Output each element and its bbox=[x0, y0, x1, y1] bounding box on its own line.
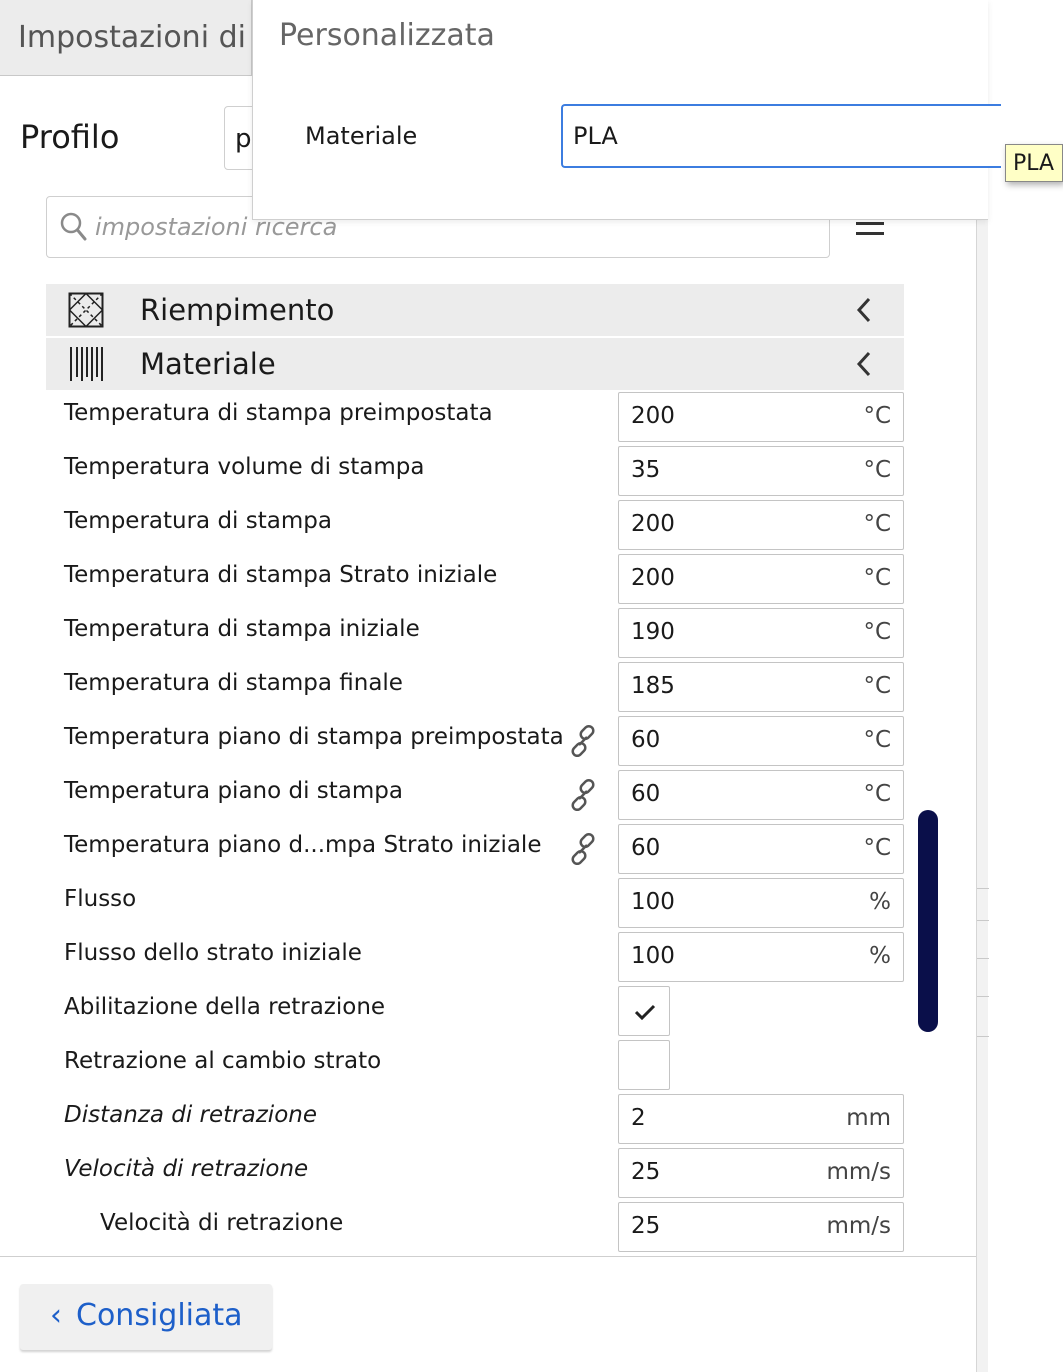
setting-label: Temperatura di stampa Strato iniziale bbox=[64, 562, 498, 588]
setting-row bbox=[0, 1146, 910, 1200]
setting-value: 60 bbox=[631, 781, 661, 807]
setting-unit: mm bbox=[846, 1105, 891, 1131]
setting-input[interactable] bbox=[618, 554, 904, 604]
setting-input[interactable] bbox=[618, 878, 904, 928]
footer-divider bbox=[0, 1256, 976, 1257]
right-panel-edge bbox=[976, 220, 988, 1372]
setting-input[interactable] bbox=[618, 500, 904, 550]
setting-value: 200 bbox=[631, 565, 675, 591]
profile-dropdown bbox=[252, 0, 1055, 220]
setting-unit: °C bbox=[863, 781, 891, 807]
setting-value: 60 bbox=[631, 835, 661, 861]
setting-unit: mm/s bbox=[826, 1159, 891, 1185]
setting-unit: °C bbox=[863, 673, 891, 699]
setting-row bbox=[0, 606, 910, 660]
setting-row bbox=[0, 984, 910, 1038]
setting-label: Temperatura di stampa bbox=[64, 508, 332, 534]
setting-label: Flusso dello strato iniziale bbox=[64, 940, 362, 966]
setting-unit: % bbox=[869, 943, 891, 969]
setting-value: 100 bbox=[631, 889, 675, 915]
chevron-left-icon: ‹ bbox=[50, 1298, 62, 1333]
setting-row bbox=[0, 768, 910, 822]
setting-unit: % bbox=[869, 889, 891, 915]
material-field[interactable]: PLA bbox=[561, 104, 1001, 168]
link-icon[interactable] bbox=[568, 726, 598, 756]
back-button-label: Consigliata bbox=[76, 1298, 243, 1333]
category-label: Materiale bbox=[140, 347, 276, 381]
profile-select[interactable]: p bbox=[224, 106, 264, 170]
setting-value: 25 bbox=[631, 1213, 661, 1239]
setting-input[interactable] bbox=[618, 716, 904, 766]
material-tooltip: PLA bbox=[1005, 144, 1063, 182]
setting-input[interactable] bbox=[618, 446, 904, 496]
settings-menu-icon[interactable] bbox=[856, 222, 886, 238]
tab-settings[interactable]: Impostazioni di bbox=[0, 0, 252, 76]
setting-row bbox=[0, 822, 910, 876]
setting-label: Temperatura di stampa preimpostata bbox=[64, 400, 493, 426]
setting-label: Distanza di retrazione bbox=[64, 1102, 317, 1128]
setting-value: 185 bbox=[631, 673, 675, 699]
setting-input[interactable] bbox=[618, 1148, 904, 1198]
category-infill[interactable] bbox=[46, 284, 904, 336]
setting-label: Temperatura piano di stampa preimpostata bbox=[64, 724, 564, 750]
link-icon[interactable] bbox=[568, 834, 598, 864]
setting-label: Temperatura di stampa iniziale bbox=[64, 616, 420, 642]
setting-row bbox=[0, 390, 910, 444]
retraction-enable-checkbox[interactable] bbox=[618, 986, 670, 1036]
setting-unit: mm/s bbox=[826, 1213, 891, 1239]
setting-value: 60 bbox=[631, 727, 661, 753]
setting-row bbox=[0, 1200, 910, 1254]
link-icon[interactable] bbox=[568, 780, 598, 810]
checkmark-icon bbox=[633, 1001, 657, 1023]
setting-label: Abilitazione della retrazione bbox=[64, 994, 386, 1020]
chevron-left-icon[interactable] bbox=[854, 296, 874, 324]
setting-label: Velocità di retrazione bbox=[64, 1156, 309, 1182]
setting-input[interactable] bbox=[618, 662, 904, 712]
material-icon bbox=[68, 346, 104, 382]
setting-row bbox=[0, 876, 910, 930]
setting-unit: °C bbox=[863, 835, 891, 861]
setting-unit: °C bbox=[863, 403, 891, 429]
setting-input[interactable] bbox=[618, 392, 904, 442]
settings-scrollbar[interactable] bbox=[918, 810, 938, 1032]
setting-input[interactable] bbox=[618, 932, 904, 982]
setting-label: Temperatura piano d...mpa Strato iniziale bbox=[64, 832, 542, 858]
recommended-back-button[interactable] bbox=[20, 1284, 272, 1350]
category-material[interactable] bbox=[46, 338, 904, 390]
setting-input[interactable] bbox=[618, 1202, 904, 1252]
setting-unit: °C bbox=[863, 727, 891, 753]
setting-label: Velocità di retrazione bbox=[100, 1210, 344, 1236]
setting-row bbox=[0, 1038, 910, 1092]
setting-label: Temperatura piano di stampa bbox=[64, 778, 403, 804]
setting-input[interactable] bbox=[618, 608, 904, 658]
setting-input[interactable] bbox=[618, 824, 904, 874]
setting-label: Temperatura volume di stampa bbox=[64, 454, 425, 480]
setting-value: 100 bbox=[631, 943, 675, 969]
setting-row bbox=[0, 444, 910, 498]
setting-value: 35 bbox=[631, 457, 661, 483]
setting-unit: °C bbox=[863, 511, 891, 537]
setting-value: 200 bbox=[631, 511, 675, 537]
search-icon bbox=[59, 211, 89, 243]
setting-input[interactable] bbox=[618, 770, 904, 820]
setting-row bbox=[0, 552, 910, 606]
setting-value: 190 bbox=[631, 619, 675, 645]
setting-value: 25 bbox=[631, 1159, 661, 1185]
setting-label: Flusso bbox=[64, 886, 137, 912]
dropdown-title: Personalizzata bbox=[279, 18, 495, 53]
setting-row bbox=[0, 498, 910, 552]
profile-label: Profilo bbox=[20, 118, 120, 156]
setting-unit: °C bbox=[863, 619, 891, 645]
setting-row bbox=[0, 930, 910, 984]
setting-label: Retrazione al cambio strato bbox=[64, 1048, 382, 1074]
chevron-left-icon[interactable] bbox=[854, 350, 874, 378]
setting-value: 2 bbox=[631, 1105, 646, 1131]
retract-layer-change-checkbox[interactable] bbox=[618, 1040, 670, 1090]
setting-row bbox=[0, 660, 910, 714]
setting-label: Temperatura di stampa finale bbox=[64, 670, 403, 696]
setting-row bbox=[0, 1092, 910, 1146]
setting-unit: °C bbox=[863, 565, 891, 591]
material-label: Materiale bbox=[305, 122, 418, 150]
setting-value: 200 bbox=[631, 403, 675, 429]
setting-input[interactable] bbox=[618, 1094, 904, 1144]
setting-unit: °C bbox=[863, 457, 891, 483]
infill-icon bbox=[68, 292, 104, 328]
setting-row bbox=[0, 714, 910, 768]
category-label: Riempimento bbox=[140, 293, 335, 327]
